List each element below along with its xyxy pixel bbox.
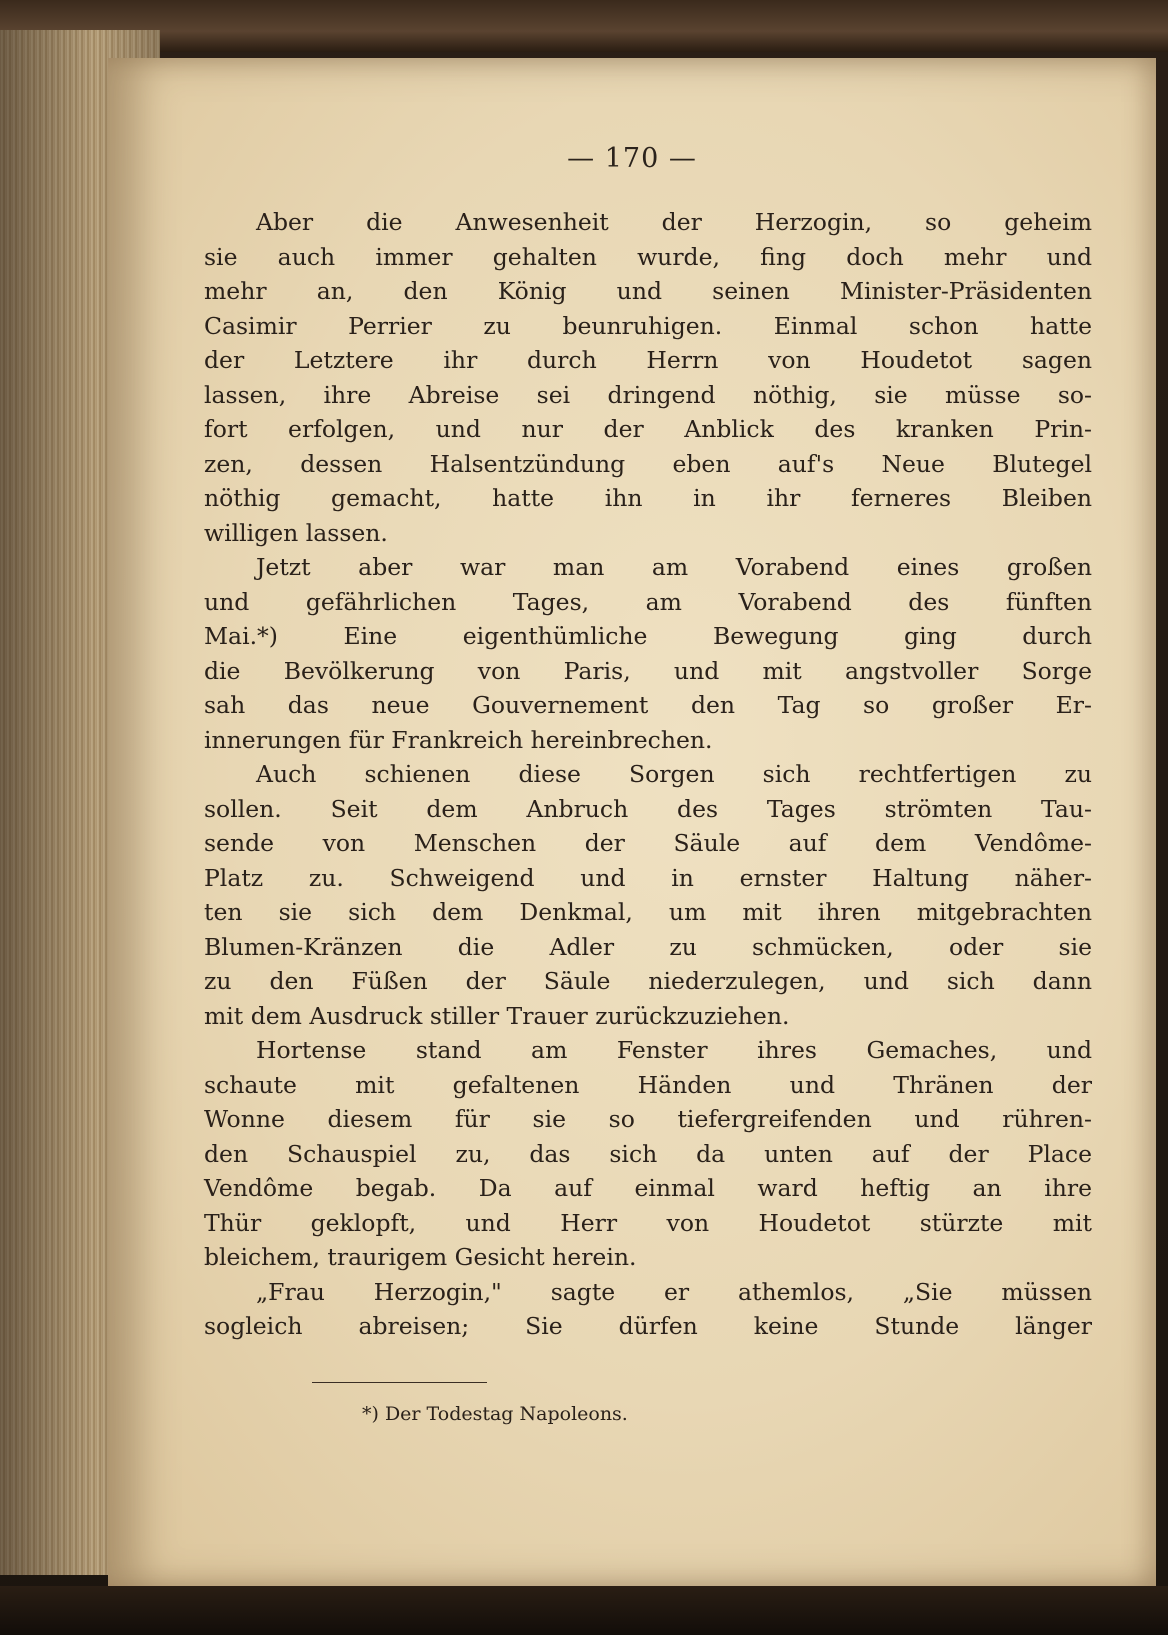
- text-line: die Bevölkerung von Paris, und mit angstvoller Sorge: [204, 656, 1092, 685]
- text-line: bleichem, traurigem Gesicht herein.: [204, 1243, 637, 1271]
- text-line: sollen. Seit dem Anbruch des Tages strömten Tau-: [204, 794, 1092, 823]
- text-line: Hortense stand am Fenster ihres Gemaches, und: [256, 1036, 1092, 1064]
- footnote: *) Der Todestag Napoleons.: [362, 1403, 628, 1425]
- text-line: sogleich abreisen; Sie dürfen keine Stunde länger: [204, 1312, 1092, 1340]
- book-cover-top: [0, 0, 1168, 52]
- footnote-divider: [312, 1382, 487, 1383]
- text-line: lassen, ihre Abreise sei dringend nöthig, sie müsse so-: [204, 380, 1092, 409]
- text-line: Aber die Anwesenheit der Herzogin, so geheim: [256, 208, 1092, 236]
- text-line: Vendôme begab. Da auf einmal ward heftig an ihre: [204, 1174, 1092, 1202]
- text-line: mit dem Ausdruck stiller Trauer zurückzuziehen.: [204, 1001, 790, 1030]
- text-line: den Schauspiel zu, das sich da unten auf der Place: [204, 1139, 1092, 1168]
- text-line: sah das neue Gouvernement den Tag so großer Er-: [204, 691, 1092, 719]
- text-line: zen, dessen Halsentzündung eben auf's Neue Blutegel: [204, 449, 1092, 478]
- text-line: schaute mit gefaltenen Händen und Thränen der: [204, 1070, 1092, 1099]
- text-line: und gefährlichen Tages, am Vorabend des fünften: [204, 587, 1092, 616]
- text-line: mehr an, den König und seinen Minister-Präsidenten: [204, 277, 1092, 305]
- text-line: fort erfolgen, und nur der Anblick des kranken Prin-: [204, 415, 1092, 443]
- text-line: willigen lassen.: [204, 518, 388, 547]
- text-line: nöthig gemacht, hatte ihn in ihr ferneres Bleiben: [204, 484, 1092, 512]
- text-line: sende von Menschen der Säule auf dem Vendôme-: [204, 829, 1092, 857]
- text-line: Casimir Perrier zu beunruhigen. Einmal schon hatte: [204, 311, 1092, 340]
- text-line: Auch schienen diese Sorgen sich rechtfertigen zu: [256, 760, 1092, 788]
- text-line: Wonne diesem für sie so tiefergreifenden und rühren-: [204, 1105, 1092, 1133]
- book-cover-bottom: [0, 1586, 1168, 1635]
- text-line: Mai.*) Eine eigenthümliche Bewegung ging durch: [204, 622, 1092, 650]
- text-line: der Letztere ihr durch Herrn von Houdetot sagen: [204, 346, 1092, 374]
- page-number: — 170 —: [567, 143, 697, 174]
- text-line: „Frau Herzogin," sagte er athemlos, „Sie müssen: [256, 1277, 1092, 1306]
- text-line: Thür geklopft, und Herr von Houdetot stürzte mit: [204, 1208, 1092, 1237]
- text-line: Blumen-Kränzen die Adler zu schmücken, oder sie: [204, 932, 1092, 961]
- body-text: [204, 205, 1092, 1344]
- text-line: innerungen für Frankreich hereinbrechen.: [204, 725, 713, 754]
- text-line: ten sie sich dem Denkmal, um mit ihren mitgebrachten: [204, 898, 1092, 926]
- text-line: zu den Füßen der Säule niederzulegen, und sich dann: [204, 967, 1092, 995]
- text-line: Jetzt aber war man am Vorabend eines großen: [256, 553, 1092, 581]
- text-line: sie auch immer gehalten wurde, fing doch mehr und: [204, 242, 1092, 271]
- text-line: Platz zu. Schweigend und in ernster Haltung näher-: [204, 863, 1092, 892]
